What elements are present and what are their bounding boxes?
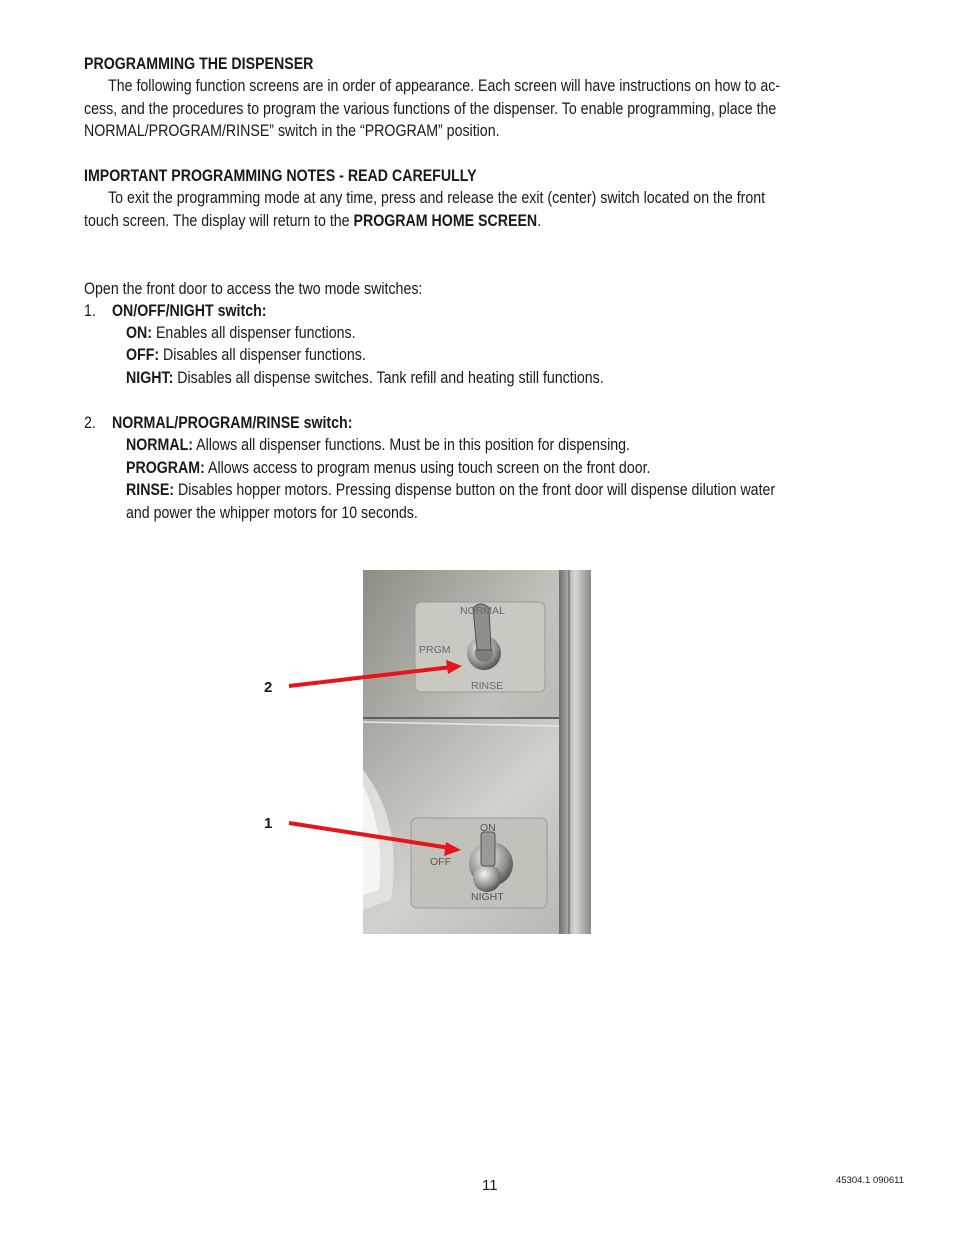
label-on: ON [480, 822, 496, 834]
switch1-night-item [126, 367, 604, 390]
switch1-title: ON/OFF/NIGHT switch: [112, 302, 267, 320]
label-rinse: RINSE [471, 680, 504, 692]
intro-text: Open the front door to access the two mode switches: [84, 280, 423, 298]
label-off: OFF [430, 856, 451, 868]
programming-line-2: cess, and the procedures to program the various functions of the dispenser. To enable programming, place the [84, 99, 777, 118]
normal-desc: Allows all dispenser functions. Must be in this position for dispensing. [192, 436, 630, 454]
rinse-desc: Disables hopper motors. Pressing dispense button on the front door will dispense dilution water [174, 481, 776, 499]
rinse-term: RINSE: [126, 481, 175, 499]
programming-paragraph [84, 75, 898, 143]
label-prgm: PRGM [419, 644, 451, 656]
on-desc: Enables all dispenser functions. [152, 324, 356, 342]
switch2-normal-item [126, 434, 630, 457]
off-term: OFF: [126, 346, 160, 364]
normal-term: NORMAL: [126, 436, 193, 454]
notes-paragraph [84, 187, 898, 232]
page-number: 11 [482, 1177, 498, 1194]
switch-panel-photo [363, 570, 591, 934]
switch2-title: NORMAL/PROGRAM/RINSE switch: [112, 414, 353, 432]
notes-line-2-start: touch screen. The display will return to the [84, 211, 354, 230]
switch1-off-item [126, 344, 366, 367]
off-desc: Disables all dispenser functions. [159, 346, 366, 364]
switch2-rinse-item [126, 479, 898, 524]
switch2-program-item [126, 457, 650, 480]
programming-line-3: NORMAL/PROGRAM/RINSE” switch in the “PROGRAM” position. [84, 122, 500, 140]
night-desc: Disables all dispense switches. Tank refill and heating still functions. [173, 369, 604, 387]
switch2-number: 2. [84, 414, 96, 432]
callout-number-2: 2 [264, 679, 273, 696]
notes-line-1: To exit the programming mode at any time, press and release the exit (center) switch located on the front [108, 189, 766, 207]
program-term: PROGRAM: [126, 459, 205, 477]
callout-number-1: 1 [264, 815, 273, 832]
switch1-on-item [126, 322, 356, 345]
program-home-screen-term: PROGRAM HOME SCREEN [353, 211, 538, 230]
night-term: NIGHT: [126, 369, 174, 387]
section-heading-programming: PROGRAMMING THE DISPENSER [84, 55, 314, 73]
label-normal: NORMAL [460, 605, 505, 617]
on-term: ON: [126, 324, 153, 342]
rinse-desc-continued: and power the whipper motors for 10 seconds. [126, 503, 418, 522]
programming-line-1: The following function screens are in order of appearance. Each screen will have instructions on how to ac- [108, 77, 781, 95]
notes-line-2-end: . [537, 211, 542, 230]
label-night: NIGHT [471, 891, 504, 903]
section-heading-important-notes: IMPORTANT PROGRAMMING NOTES - READ CAREFULLY [84, 167, 477, 185]
switch1-number: 1. [84, 302, 96, 320]
program-desc: Allows access to program menus using touch screen on the front door. [204, 459, 651, 477]
document-code: 45304.1 090611 [836, 1175, 904, 1186]
